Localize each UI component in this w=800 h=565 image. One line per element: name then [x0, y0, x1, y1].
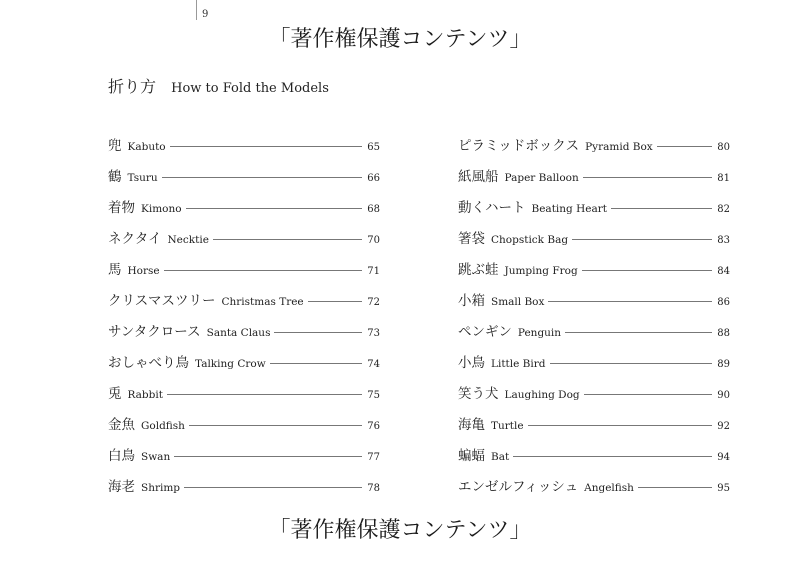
toc-entry-jp: 着物	[108, 200, 135, 216]
page-header-rule	[196, 0, 197, 20]
toc-column-right	[458, 134, 730, 506]
toc-entry-en: Rabbit	[127, 389, 163, 401]
toc-entry-jp: 箸袋	[458, 231, 485, 247]
toc-entry-jp: 蝙蝠	[458, 448, 485, 464]
toc-entry-en: Pyramid Box	[585, 141, 653, 153]
toc-entry-en: Chopstick Bag	[491, 234, 569, 246]
toc-entry[interactable]	[108, 351, 380, 382]
toc-entry-en: Tsuru	[127, 172, 158, 184]
toc-entry[interactable]	[108, 134, 380, 165]
toc-entry[interactable]	[108, 444, 380, 475]
toc-leader-line	[638, 487, 712, 488]
toc-entry-jp: 紙風船	[458, 169, 499, 185]
toc-entry-page: 68	[367, 204, 380, 215]
toc-entry-en: Goldfish	[141, 420, 185, 432]
watermark-bottom: 「著作権保護コンテンツ」	[268, 518, 532, 543]
toc-entry-jp: 笑う犬	[458, 386, 499, 402]
toc-entry-en: Beating Heart	[531, 203, 607, 215]
toc-entry-page: 83	[717, 235, 730, 246]
toc-entry-en: Turtle	[491, 420, 524, 432]
toc-entry-page: 89	[717, 359, 730, 370]
toc-entry-jp: 海老	[108, 479, 135, 495]
toc-entry-en: Necktie	[167, 234, 209, 246]
toc-entry-jp: サンタクロース	[108, 324, 201, 340]
toc-leader-line	[611, 208, 712, 209]
toc-entry[interactable]	[458, 134, 730, 165]
toc-entry[interactable]	[108, 227, 380, 258]
toc-entry-en: Laughing Dog	[504, 389, 580, 401]
toc-leader-line	[528, 425, 712, 426]
toc-leader-line	[167, 394, 362, 395]
toc-entry-en: Talking Crow	[195, 358, 266, 370]
toc-entry-en: Penguin	[517, 327, 562, 339]
toc-entry-jp: 跳ぶ蛙	[458, 262, 499, 278]
toc-entry[interactable]	[458, 258, 730, 289]
toc-entry-page: 80	[717, 142, 730, 153]
toc-leader-line	[174, 456, 362, 457]
toc-entry-page: 72	[367, 297, 380, 308]
toc-entry[interactable]	[458, 289, 730, 320]
toc-entry-jp: 鶴	[108, 169, 122, 185]
toc-entry-page: 94	[717, 452, 730, 463]
toc-entry-jp: 兜	[108, 138, 122, 154]
toc-entry-en: Jumping Frog	[504, 265, 578, 277]
toc-leader-line	[584, 394, 712, 395]
page-number: 9	[202, 9, 209, 20]
toc-entry-page: 77	[367, 452, 380, 463]
toc-leader-line	[550, 363, 713, 364]
toc-entry-jp: 馬	[108, 262, 122, 278]
toc-entry-page: 86	[717, 297, 730, 308]
toc-entry[interactable]	[108, 475, 380, 506]
section-heading-en: How to Fold the Models	[171, 81, 329, 96]
toc-entry-jp: ペンギン	[458, 324, 512, 340]
toc-leader-line	[582, 270, 712, 271]
toc-entry-en: Shrimp	[141, 482, 181, 494]
toc-entry-en: Horse	[127, 265, 160, 277]
toc-entry-jp: 小箱	[458, 293, 485, 309]
toc-entry-en: Little Bird	[491, 358, 546, 370]
toc-entry[interactable]	[458, 320, 730, 351]
toc-entry-page: 90	[717, 390, 730, 401]
toc-entry-page: 88	[717, 328, 730, 339]
toc-entry-jp: エンゼルフィッシュ	[458, 479, 579, 495]
toc-entry-jp: 小鳥	[458, 355, 485, 371]
toc-leader-line	[565, 332, 712, 333]
toc-entry-page: 70	[367, 235, 380, 246]
toc-entry-page: 81	[717, 173, 730, 184]
toc-entry-jp: 金魚	[108, 417, 135, 433]
toc-leader-line	[657, 146, 712, 147]
toc-entry[interactable]	[458, 444, 730, 475]
toc-entry-page: 95	[717, 483, 730, 494]
toc-leader-line	[213, 239, 362, 240]
toc-entry-page: 82	[717, 204, 730, 215]
toc-entry-en: Paper Balloon	[504, 172, 579, 184]
toc-entry[interactable]	[458, 196, 730, 227]
toc-leader-line	[189, 425, 362, 426]
toc-entry-jp: ピラミッドボックス	[458, 138, 580, 154]
toc-entry-jp: ネクタイ	[108, 231, 162, 247]
toc-leader-line	[186, 208, 362, 209]
toc-entry-page: 75	[367, 390, 380, 401]
toc-leader-line	[572, 239, 712, 240]
toc-entry-jp: クリスマスツリー	[108, 293, 216, 309]
toc-leader-line	[274, 332, 362, 333]
toc-entry-en: Kabuto	[127, 141, 166, 153]
toc-entry[interactable]	[108, 413, 380, 444]
toc-entry-en: Swan	[141, 451, 171, 463]
toc-entry-jp: 兎	[108, 386, 122, 402]
toc-leader-line	[170, 146, 362, 147]
toc-entry[interactable]	[458, 475, 730, 506]
toc-entry-page: 73	[367, 328, 380, 339]
toc-leader-line	[548, 301, 712, 302]
toc-entry-page: 92	[717, 421, 730, 432]
toc-leader-line	[164, 270, 362, 271]
toc-entry-jp: おしゃべり鳥	[108, 355, 189, 371]
toc-entry-en: Santa Claus	[206, 327, 271, 339]
toc-entry-en: Angelfish	[584, 482, 634, 494]
toc-entry[interactable]	[108, 165, 380, 196]
toc-entry-page: 71	[367, 266, 380, 277]
toc-entry[interactable]	[458, 227, 730, 258]
toc-entry[interactable]	[458, 413, 730, 444]
watermark-top: 「著作権保護コンテンツ」	[268, 27, 532, 52]
toc-entry[interactable]	[108, 320, 380, 351]
toc-entry-page: 66	[367, 173, 380, 184]
toc-entry-en: Bat	[491, 451, 510, 463]
toc-leader-line	[308, 301, 362, 302]
toc-entry[interactable]	[458, 351, 730, 382]
toc-leader-line	[184, 487, 362, 488]
toc-entry[interactable]	[108, 196, 380, 227]
section-heading	[108, 74, 329, 97]
toc-entry[interactable]	[458, 165, 730, 196]
toc-entry[interactable]	[108, 289, 380, 320]
toc-entry[interactable]	[108, 382, 380, 413]
toc-entry[interactable]	[458, 382, 730, 413]
toc-entry-jp: 動くハート	[458, 200, 526, 216]
toc-leader-line	[583, 177, 712, 178]
section-heading-jp: 折り方	[108, 77, 157, 96]
toc-column-left	[108, 134, 380, 506]
toc-leader-line	[162, 177, 362, 178]
toc-entry-en: Christmas Tree	[221, 296, 304, 308]
toc-entry-page: 74	[367, 359, 380, 370]
toc-entry-jp: 白鳥	[108, 448, 135, 464]
toc-leader-line	[270, 363, 362, 364]
toc-entry[interactable]	[108, 258, 380, 289]
toc-entry-page: 76	[367, 421, 380, 432]
toc-entry-jp: 海亀	[458, 417, 485, 433]
toc-leader-line	[513, 456, 712, 457]
toc-entry-page: 78	[367, 483, 380, 494]
toc-entry-en: Kimono	[141, 203, 182, 215]
toc-entry-page: 65	[367, 142, 380, 153]
toc-entry-page: 84	[717, 266, 730, 277]
toc-entry-en: Small Box	[491, 296, 545, 308]
